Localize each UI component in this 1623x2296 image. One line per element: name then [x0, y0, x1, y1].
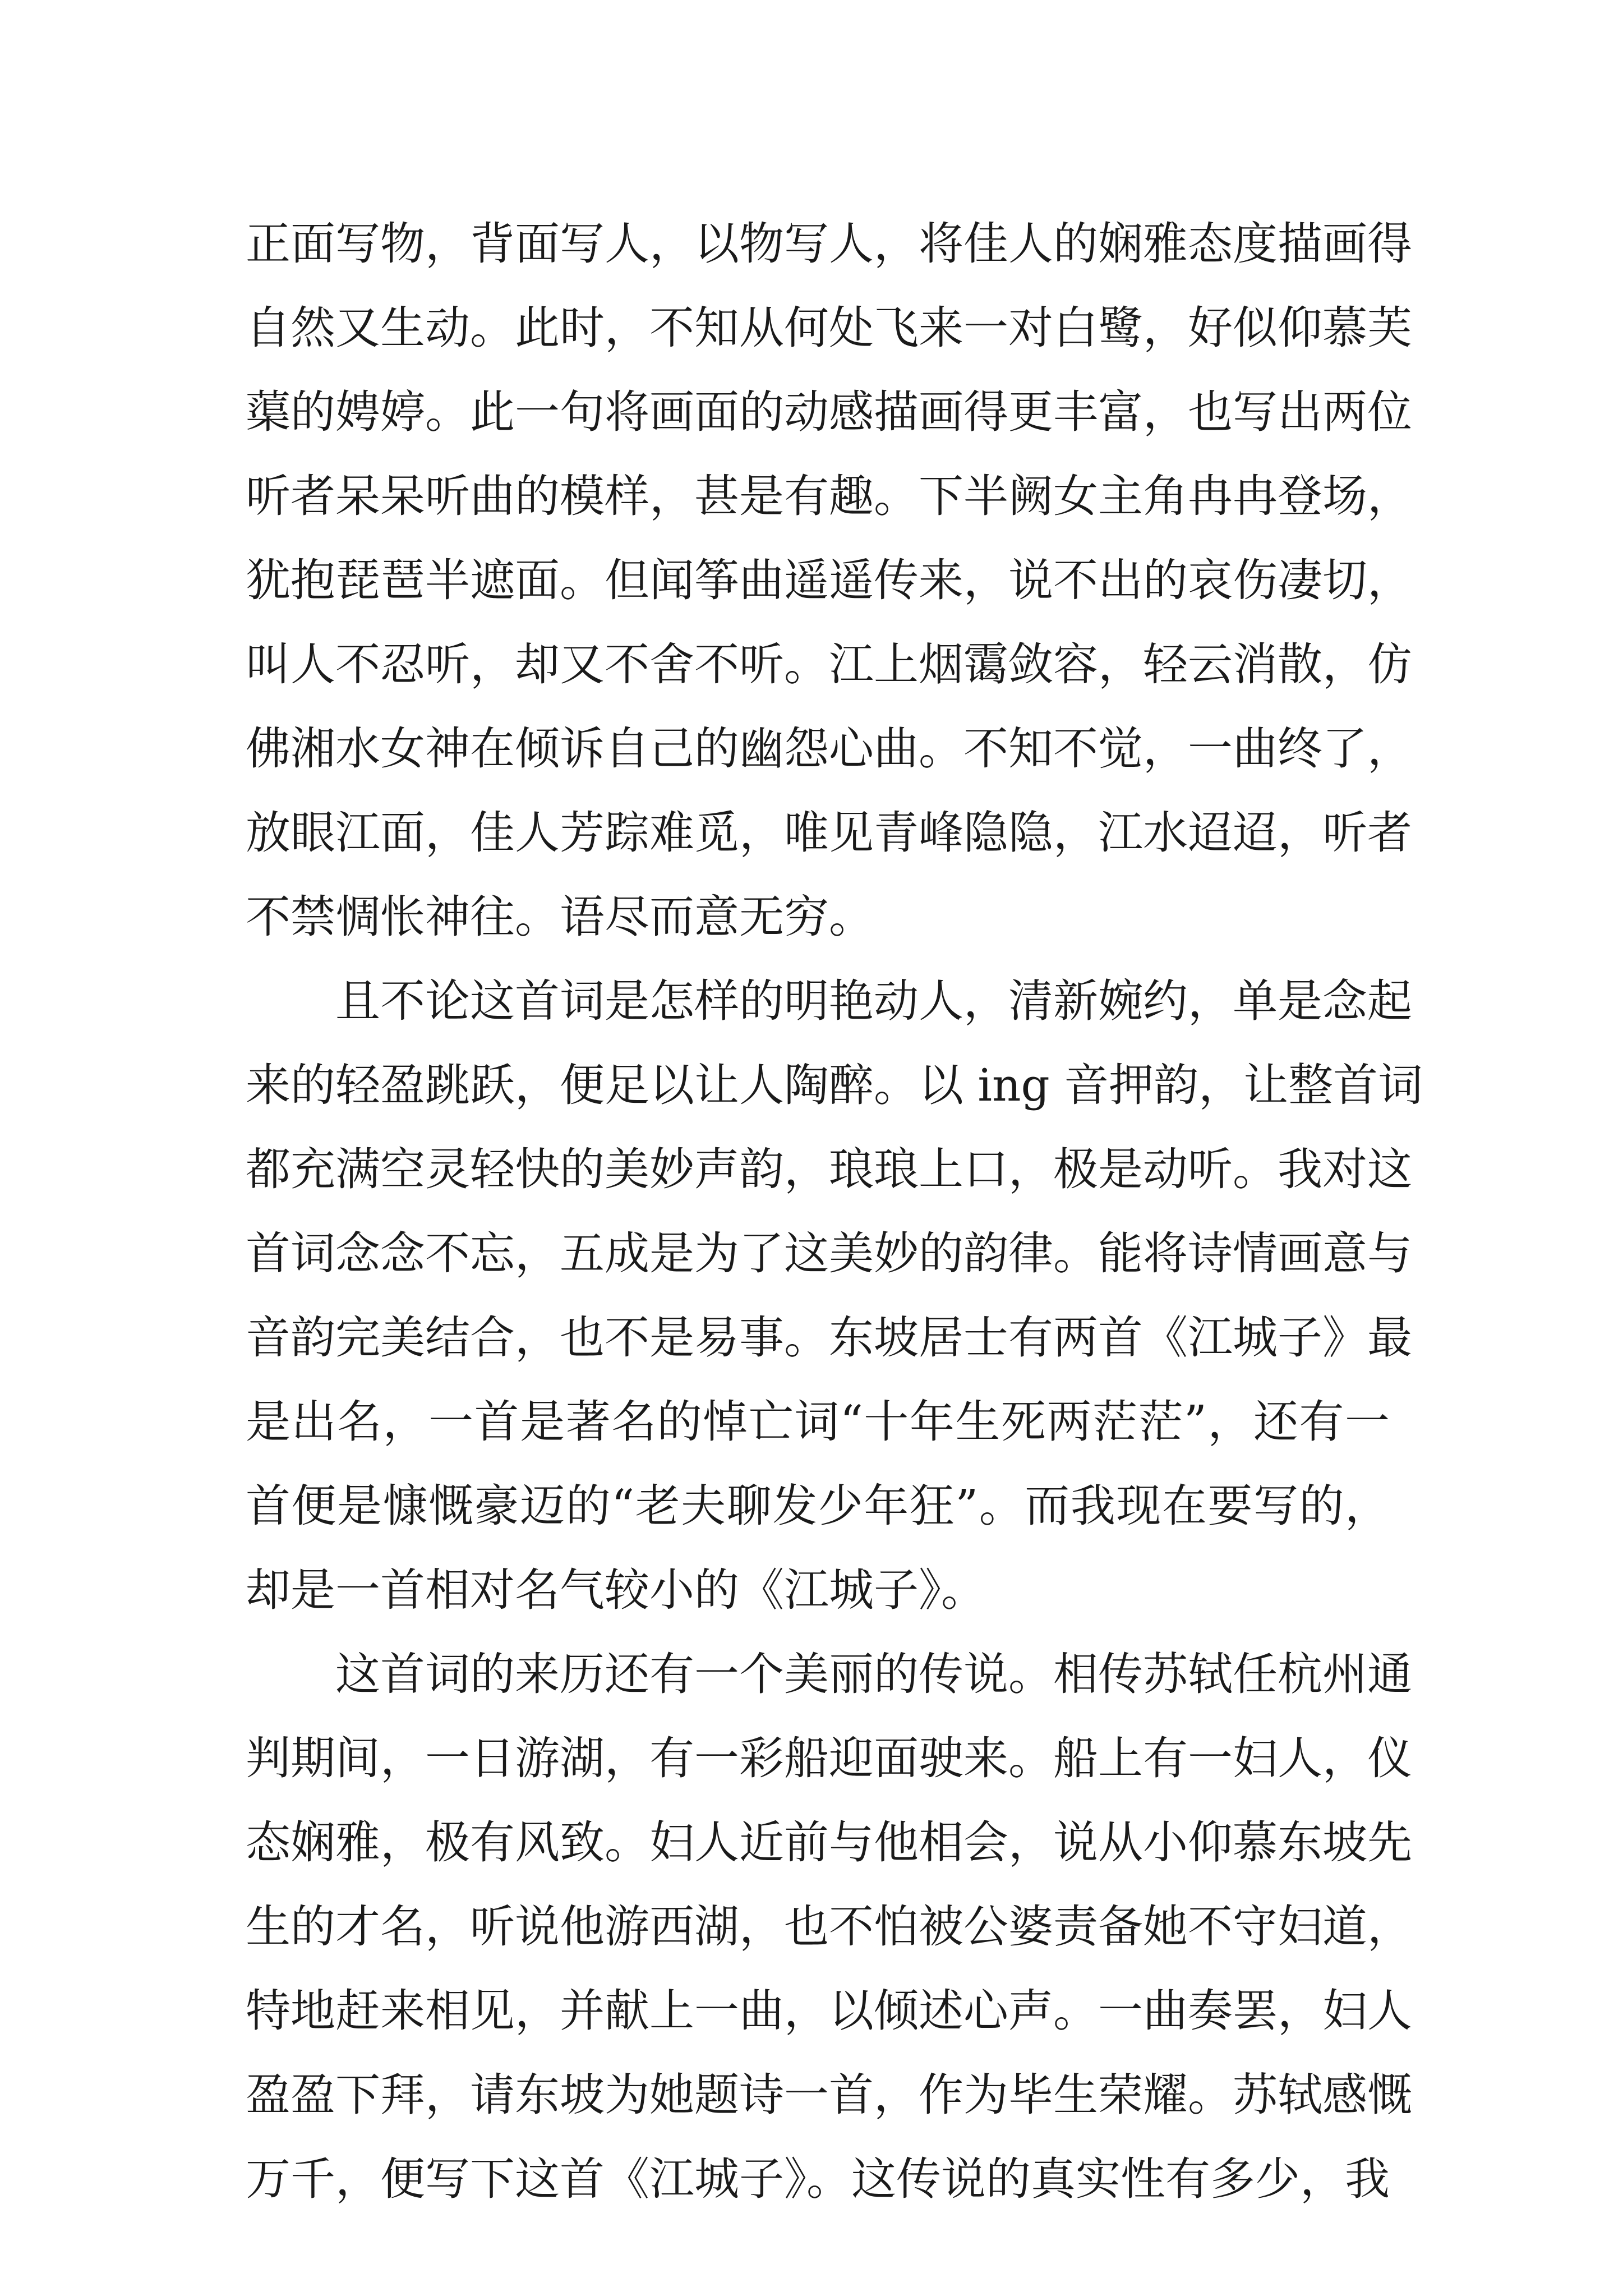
paragraph-1-line: 自然又生动。此时，不知从何处飞来一对白鹭，好似仰慕芙	[246, 302, 1412, 354]
paragraph-2-line: 来的轻盈跳跃，便足以让人陶醉。以 ing 音押韵，让整首词	[246, 1059, 1423, 1111]
paragraph-1-line: 放眼江面，佳人芳踪难觅，唯见青峰隐隐，江水迢迢，听者	[246, 807, 1412, 859]
paragraph-1-line: 佛湘水女神在倾诉自己的幽怨心曲。不知不觉，一曲终了，	[246, 723, 1412, 775]
paragraph-1-line: 正面写物，背面写人，以物写人，将佳人的娴雅态度描画得	[246, 218, 1412, 270]
paragraph-3-line: 态娴雅，极有风致。妇人近前与他相会，说从小仰慕东坡先	[246, 1816, 1412, 1869]
paragraph-2-line: 却是一首相对名气较小的《江城子》。	[246, 1564, 986, 1616]
paragraph-2-line: 首词念念不忘，五成是为了这美妙的韵律。能将诗情画意与	[246, 1227, 1412, 1280]
paragraph-3-line: 盈盈下拜，请东坡为她题诗一首，作为毕生荣耀。苏轼感慨	[246, 2069, 1412, 2121]
paragraph-1-line: 犹抱琵琶半遮面。但闻筝曲遥遥传来，说不出的哀伤凄切，	[246, 554, 1412, 606]
paragraph-3-line: 判期间，一日游湖，有一彩船迎面驶来。船上有一妇人，仪	[246, 1732, 1412, 1784]
paragraph-1-line: 叫人不忍听，却又不舍不听。江上烟霭敛容，轻云消散，仿	[246, 638, 1412, 691]
paragraph-3-line: 特地赶来相见，并献上一曲，以倾述心声。一曲奏罢，妇人	[246, 1985, 1412, 2037]
paragraph-1-line: 不禁惆怅神往。语尽而意无穷。	[246, 891, 874, 943]
paragraph-2-line: 音韵完美结合，也不是易事。东坡居士有两首《江城子》最	[246, 1312, 1412, 1364]
paragraph-3-line: 生的才名，听说他游西湖，也不怕被公婆责备她不守妇道，	[246, 1901, 1412, 1953]
paragraph-3-line: 万千，便写下这首《江城子》。这传说的真实性有多少，我	[246, 2153, 1390, 2205]
paragraph-1-line: 听者呆呆听曲的模样，甚是有趣。下半阙女主角冉冉登场，	[246, 470, 1412, 522]
paragraph-2-line: 首便是慷慨豪迈的“老夫聊发少年狂”。而我现在要写的，	[246, 1480, 1390, 1532]
paragraph-3-line: 这首词的来历还有一个美丽的传说。相传苏轼任杭州通	[335, 1648, 1412, 1700]
body-text	[246, 202, 1423, 2221]
paragraph-2-line: 是出名，一首是著名的悼亡词“十年生死两茫茫”，还有一	[246, 1396, 1390, 1448]
paragraph-2-line: 都充满空灵轻快的美妙声韵，琅琅上口，极是动听。我对这	[246, 1143, 1412, 1195]
paragraph-2-line: 且不论这首词是怎样的明艳动人，清新婉约，单是念起	[335, 975, 1412, 1027]
paragraph-1-line: 蕖的娉婷。此一句将画面的动感描画得更丰富，也写出两位	[246, 386, 1412, 438]
